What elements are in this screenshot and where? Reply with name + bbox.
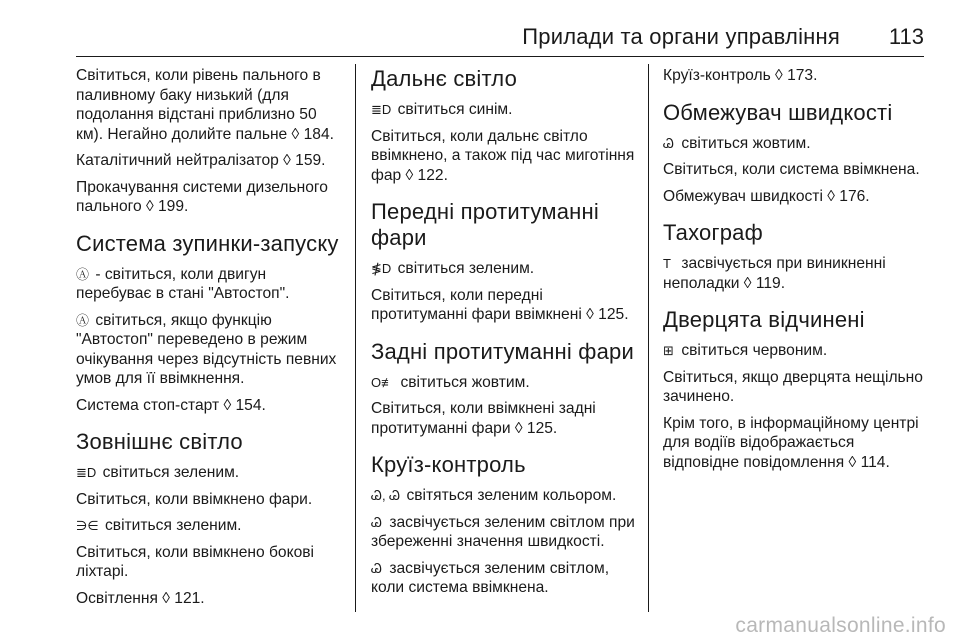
limiter-text-1-body: світиться жовтим. [677, 134, 811, 152]
speed-limiter-icon: Ꮚ [663, 135, 674, 151]
side-light-icon: ∋∈ [76, 518, 99, 533]
stop-start-text-1-body: - світиться, коли двигун перебуває в стані "Автостоп". [76, 265, 290, 302]
heading-exterior-light: Зовнішнє світло [76, 429, 243, 454]
front-fog-text-1-body: світиться зеленим. [393, 260, 535, 277]
cruise-control-icon: Ꮚ, Ꮚ [371, 488, 401, 503]
heading-speed-limiter: Обмежувач швидкості [663, 99, 893, 125]
front-fog-text-2: Світиться, коли передні протитуманні фари ввімкнені ◊ 125. [371, 286, 629, 323]
catalytic-ref: Каталітичний нейтралізатор ◊ 159. [76, 152, 326, 169]
heading-front-fog: Передні протитуманні фари [371, 199, 599, 250]
tacho-text-1 [663, 254, 931, 293]
tacho-text-1-body: засвічується при виникненні неполадки ◊ 119. [663, 255, 886, 292]
door-open-icon: ⊞ [663, 343, 674, 358]
exterior-text-4: Світиться, коли ввімкнено бокові ліхтарі. [76, 543, 315, 580]
column-divider-1 [355, 64, 356, 612]
exterior-text-1 [76, 463, 344, 483]
limiter-text-2: Світиться, коли система ввімкнена. [663, 161, 920, 178]
cruise-ref: Круїз-контроль ◊ 173. [663, 67, 818, 84]
front-fog-icon: ≸D [371, 261, 392, 276]
heading-rear-fog: Задні протитуманні фари [371, 338, 634, 364]
cruise-text-3-body: засвічується зеленим світлом, коли система ввімкнена. [371, 559, 610, 596]
high-beam-text-2: Світиться, коли дальнє світло ввімкнено, а також під час миготіння фар ◊ 122. [371, 127, 635, 184]
heading-high-beam: Дальнє світло [371, 66, 518, 91]
cruise-text-2-body: засвічується зеленим світлом при збереженні значення швидкості. [371, 513, 635, 550]
cruise-set-icon: Ꮚ [371, 514, 382, 530]
exterior-text-3 [76, 516, 344, 536]
rear-fog-icon: O≢ [371, 374, 395, 390]
door-text-2: Світиться, якщо дверцята нещільно зачинено. [663, 368, 923, 405]
autostop-icon: Ⓐ [76, 266, 90, 282]
column-1 [76, 66, 344, 615]
high-beam-text-1-body: світиться синім. [393, 101, 513, 118]
cruise-text-3 [371, 559, 639, 598]
stop-start-text-2-body: світиться, якщо функцію "Автостоп" переведено в режим очікування через відсутність певних умов для її ввімкнення. [76, 311, 337, 387]
heading-stop-start: Система зупинки-запуску [76, 230, 339, 256]
exterior-text-3-body: світиться зеленим. [100, 517, 242, 534]
page-number: 113 [888, 24, 924, 49]
column-2 [371, 66, 639, 605]
heading-cruise-control: Круїз-контроль [371, 452, 526, 477]
page-header [0, 0, 960, 58]
cruise-text-1 [371, 486, 639, 506]
column-3 [663, 66, 931, 479]
limiter-ref: Обмежувач швидкості ◊ 176. [663, 187, 870, 205]
heading-door-open: Дверцята відчинені [663, 307, 865, 332]
rear-fog-text-2: Світиться, коли ввімкнені задні протитуманні фари ◊ 125. [371, 400, 596, 437]
headlight-icon: ≣D [76, 465, 97, 480]
header-title: Прилади та органи управління [522, 24, 840, 49]
door-text-1 [663, 341, 931, 361]
column-divider-2 [648, 64, 649, 612]
rear-fog-text-1-body: світиться жовтим. [396, 373, 530, 391]
watermark: carmanualsonline.info [735, 614, 946, 637]
fuel-text: Світиться, коли рівень пального в паливному баку низький (для подолання відстані приблизно 50 км). Негайно долийте пальне ◊ 184. [76, 67, 334, 143]
exterior-text-2: Світиться, коли ввімкнено фари. [76, 490, 313, 508]
door-text-3: Крім того, в інформаційному центрі для водіїв відображається відповідне повідомлення ◊ 114. [663, 414, 919, 471]
stop-start-text-2 [76, 311, 344, 389]
autostop-standby-icon: Ⓐ [76, 312, 90, 328]
stop-start-text-1 [76, 265, 344, 304]
cruise-text-1-body: світяться зеленим кольором. [402, 487, 617, 504]
tachograph-icon: T [663, 256, 671, 271]
limiter-text-1 [663, 134, 931, 154]
rear-fog-text-1 [371, 373, 639, 393]
diesel-bleed-ref: Прокачування системи дизельного пального ◊ 199. [76, 178, 328, 215]
door-text-1-body: світиться червоним. [677, 342, 828, 359]
lighting-ref: Освітлення ◊ 121. [76, 589, 205, 607]
cruise-text-2 [371, 513, 639, 552]
high-beam-text-1 [371, 100, 639, 120]
front-fog-text-1 [371, 259, 639, 279]
stop-start-ref: Система стоп-старт ◊ 154. [76, 396, 266, 414]
header-rule [76, 56, 924, 57]
exterior-text-1-body: світиться зеленим. [98, 464, 240, 481]
cruise-on-icon: Ꮚ [371, 560, 382, 576]
heading-tachograph: Тахограф [663, 220, 763, 245]
high-beam-icon: ≣D [371, 102, 392, 117]
